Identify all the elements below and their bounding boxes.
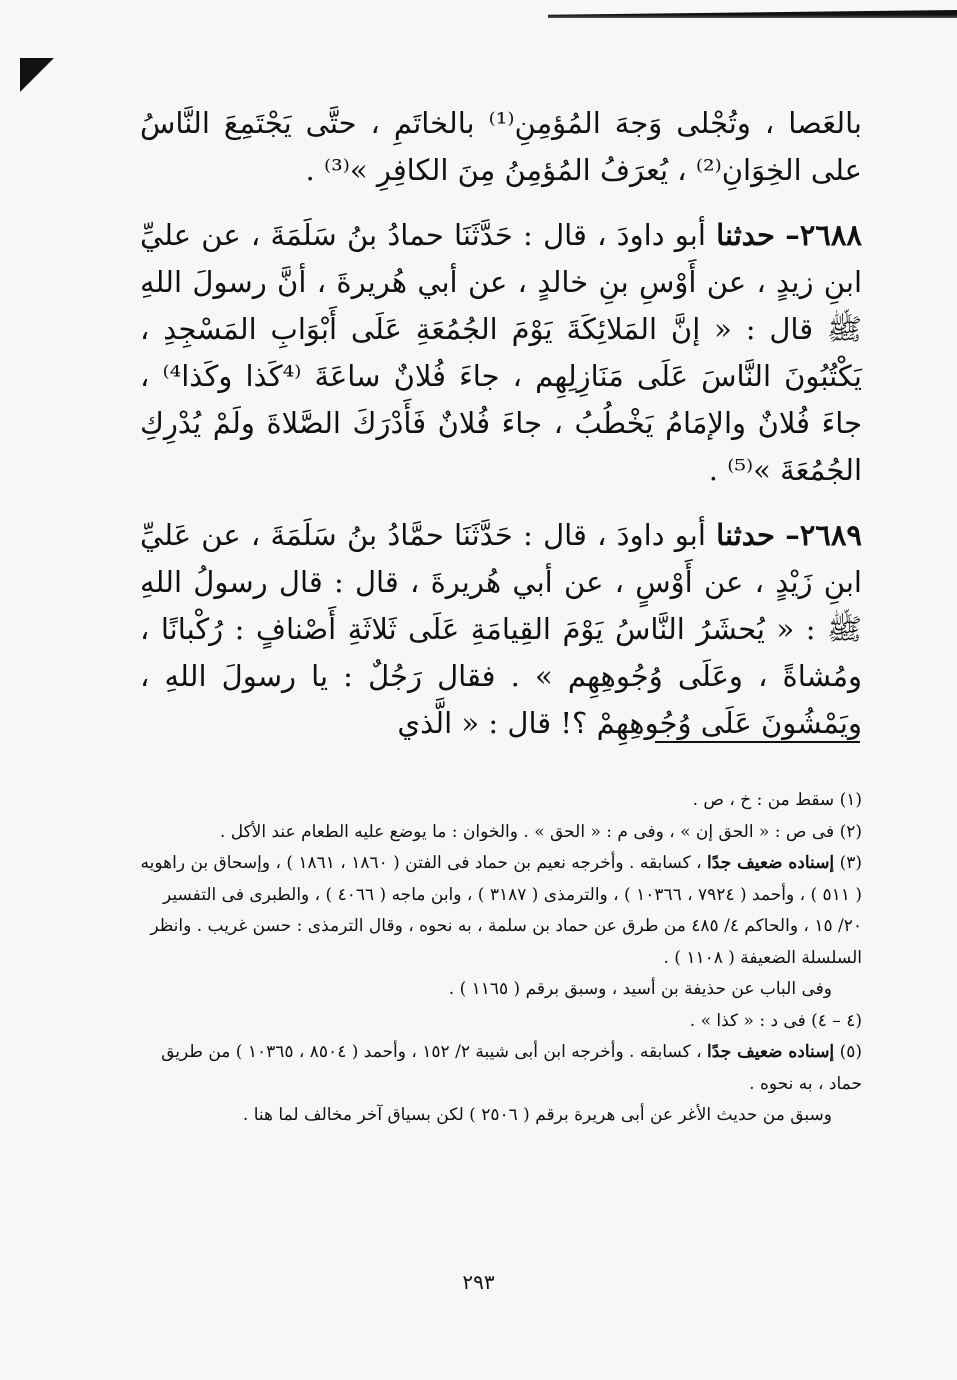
hadith-lead: حدثنا	[716, 218, 775, 252]
footnote-5-text: ، كسابقه . وأخرجه ابن أبى شيبة ٢/ ١٥٢ ، وأحمد ( ٨٥٠٤ ، ١٠٣٦٥ ) من طريق حماد ، به نحوه .	[161, 1042, 862, 1094]
footnote-5-grade: إسناده ضعيف جدًا	[707, 1042, 835, 1062]
hadith-lead: حدثنا	[716, 518, 775, 552]
footnote-5-number: (٥)	[839, 1042, 862, 1062]
hadith-number: ٢٦٨٩–	[785, 518, 862, 552]
footnote-3-text: ، كسابقه . وأخرجه نعيم بن حماد فى الفتن ( ١٨٦٠ ، ١٨٦١ ) ، وإسحاق بن راهويه ( ٥١١ ) ، وأحمد ( ٧٩٢٤ ، ١٠٣٦٦ ) ، والترمذى ( ٣١٨٧ ) ، وابن ماجه ( ٤٠٦٦ ) ، والطبرى فى التفسير ٢٠/ ١٥ ، والحاكم ٤/ ٤٨٥ من طرق عن حماد بن سلمة ، به نحوه ، وقال الترمذى : حسن غريب . وانظر السلسلة الضعيفة ( ١١٠٨ ) .	[140, 853, 862, 968]
footnote-3-number: (٣)	[839, 853, 862, 873]
hadith-2689	[140, 512, 862, 747]
corner-triangle-mark	[20, 58, 54, 92]
hadith-2688	[140, 212, 862, 494]
footnote-divider	[655, 741, 860, 743]
scan-edge-bar	[548, 10, 957, 18]
footnote-4: (٤ – ٤) فى د : « كذا » .	[689, 1010, 862, 1031]
page-number: ٢٩٣	[462, 1270, 495, 1294]
hadith-text: أبو داودَ ، قال : حَدَّثَنَا حمَّادُ بنُ سَلَمَةَ ، عن عَليِّ ابنِ زَيْدٍ ، عن أَوْسٍ ، عن أبي هُريرةَ ، قال : قال رسولُ اللهِ ﷺ : « يُحشَرُ النَّاسُ يَوْمَ القِيامَةِ عَلَى ثَلاثَةِ أَصْنافٍ : رُكْبانًا ، ومُشاةً ، وعَلَى وُجُوهِهِم » . فقال رَجُلٌ : يا رسولَ اللهِ ، ويَمْشُونَ عَلَى وُجُوهِهِمْ ؟! قال : « الَّذي	[140, 518, 862, 740]
footnote-5-extra: وسبق من حديث الأغر عن أبى هريرة برقم ( ٢٥٠٦ ) لكن بسياق آخر مخالف لما هنا .	[242, 1105, 832, 1125]
footnote-2: (٢) فى ص : « الحق إن » ، وفى م : « الحق » . والخوان : ما يوضع عليه الطعام عند الأكل .	[219, 821, 862, 842]
hadith-text: أبو داودَ ، قال : حَدَّثَنَا حمادُ بنُ سَلَمَةَ ، عن عليِّ ابنِ زيدٍ ، عن أَوْسِ بنِ خالدٍ ، عن أبي هُريرةَ ، أنَّ رسولَ اللهِ ﷺ قال : « إنَّ المَلائِكَةَ يَوْمَ الجُمُعَةِ عَلَى أَبْوَابِ المَسْجِدِ ، يَكْتُبُونَ النَّاسَ عَلَى مَنَازِلِهِم ، جاءَ فُلانٌ ساعَةَ ⁽⁴كَذا وكَذا⁴⁾ ، جاءَ فُلانٌ والإمَامُ يَخْطُبُ ، جاءَ فُلانٌ فَأَدْرَكَ الصَّلاةَ ولَمْ يُدْرِكِ الجُمُعَةَ »⁽⁵⁾ .	[140, 218, 862, 487]
footnote-3-extra: وفى الباب عن حذيفة بن أسيد ، وسبق برقم ( ١١٦٥ ) .	[448, 979, 832, 999]
main-text	[140, 100, 862, 765]
hadith-number: ٢٦٨٨–	[785, 218, 862, 252]
footnote-3-grade: إسناده ضعيف جدًا	[707, 853, 835, 873]
footnote-1: (١) سقط من : خ ، ص .	[692, 790, 862, 810]
paragraph-continuation: بالعَصا ، وتُجْلى وَجهَ المُؤمِنِ⁽¹⁾ بالخاتَمِ ، حتَّى يَجْتَمِعَ النَّاسُ على الخِوَانِ⁽²⁾ ، يُعرَفُ المُؤمِنُ مِنَ الكافِرِ »⁽³⁾ .	[140, 106, 863, 187]
footnote-3	[140, 848, 862, 974]
footnotes	[140, 785, 862, 1132]
footnote-5	[140, 1037, 862, 1100]
